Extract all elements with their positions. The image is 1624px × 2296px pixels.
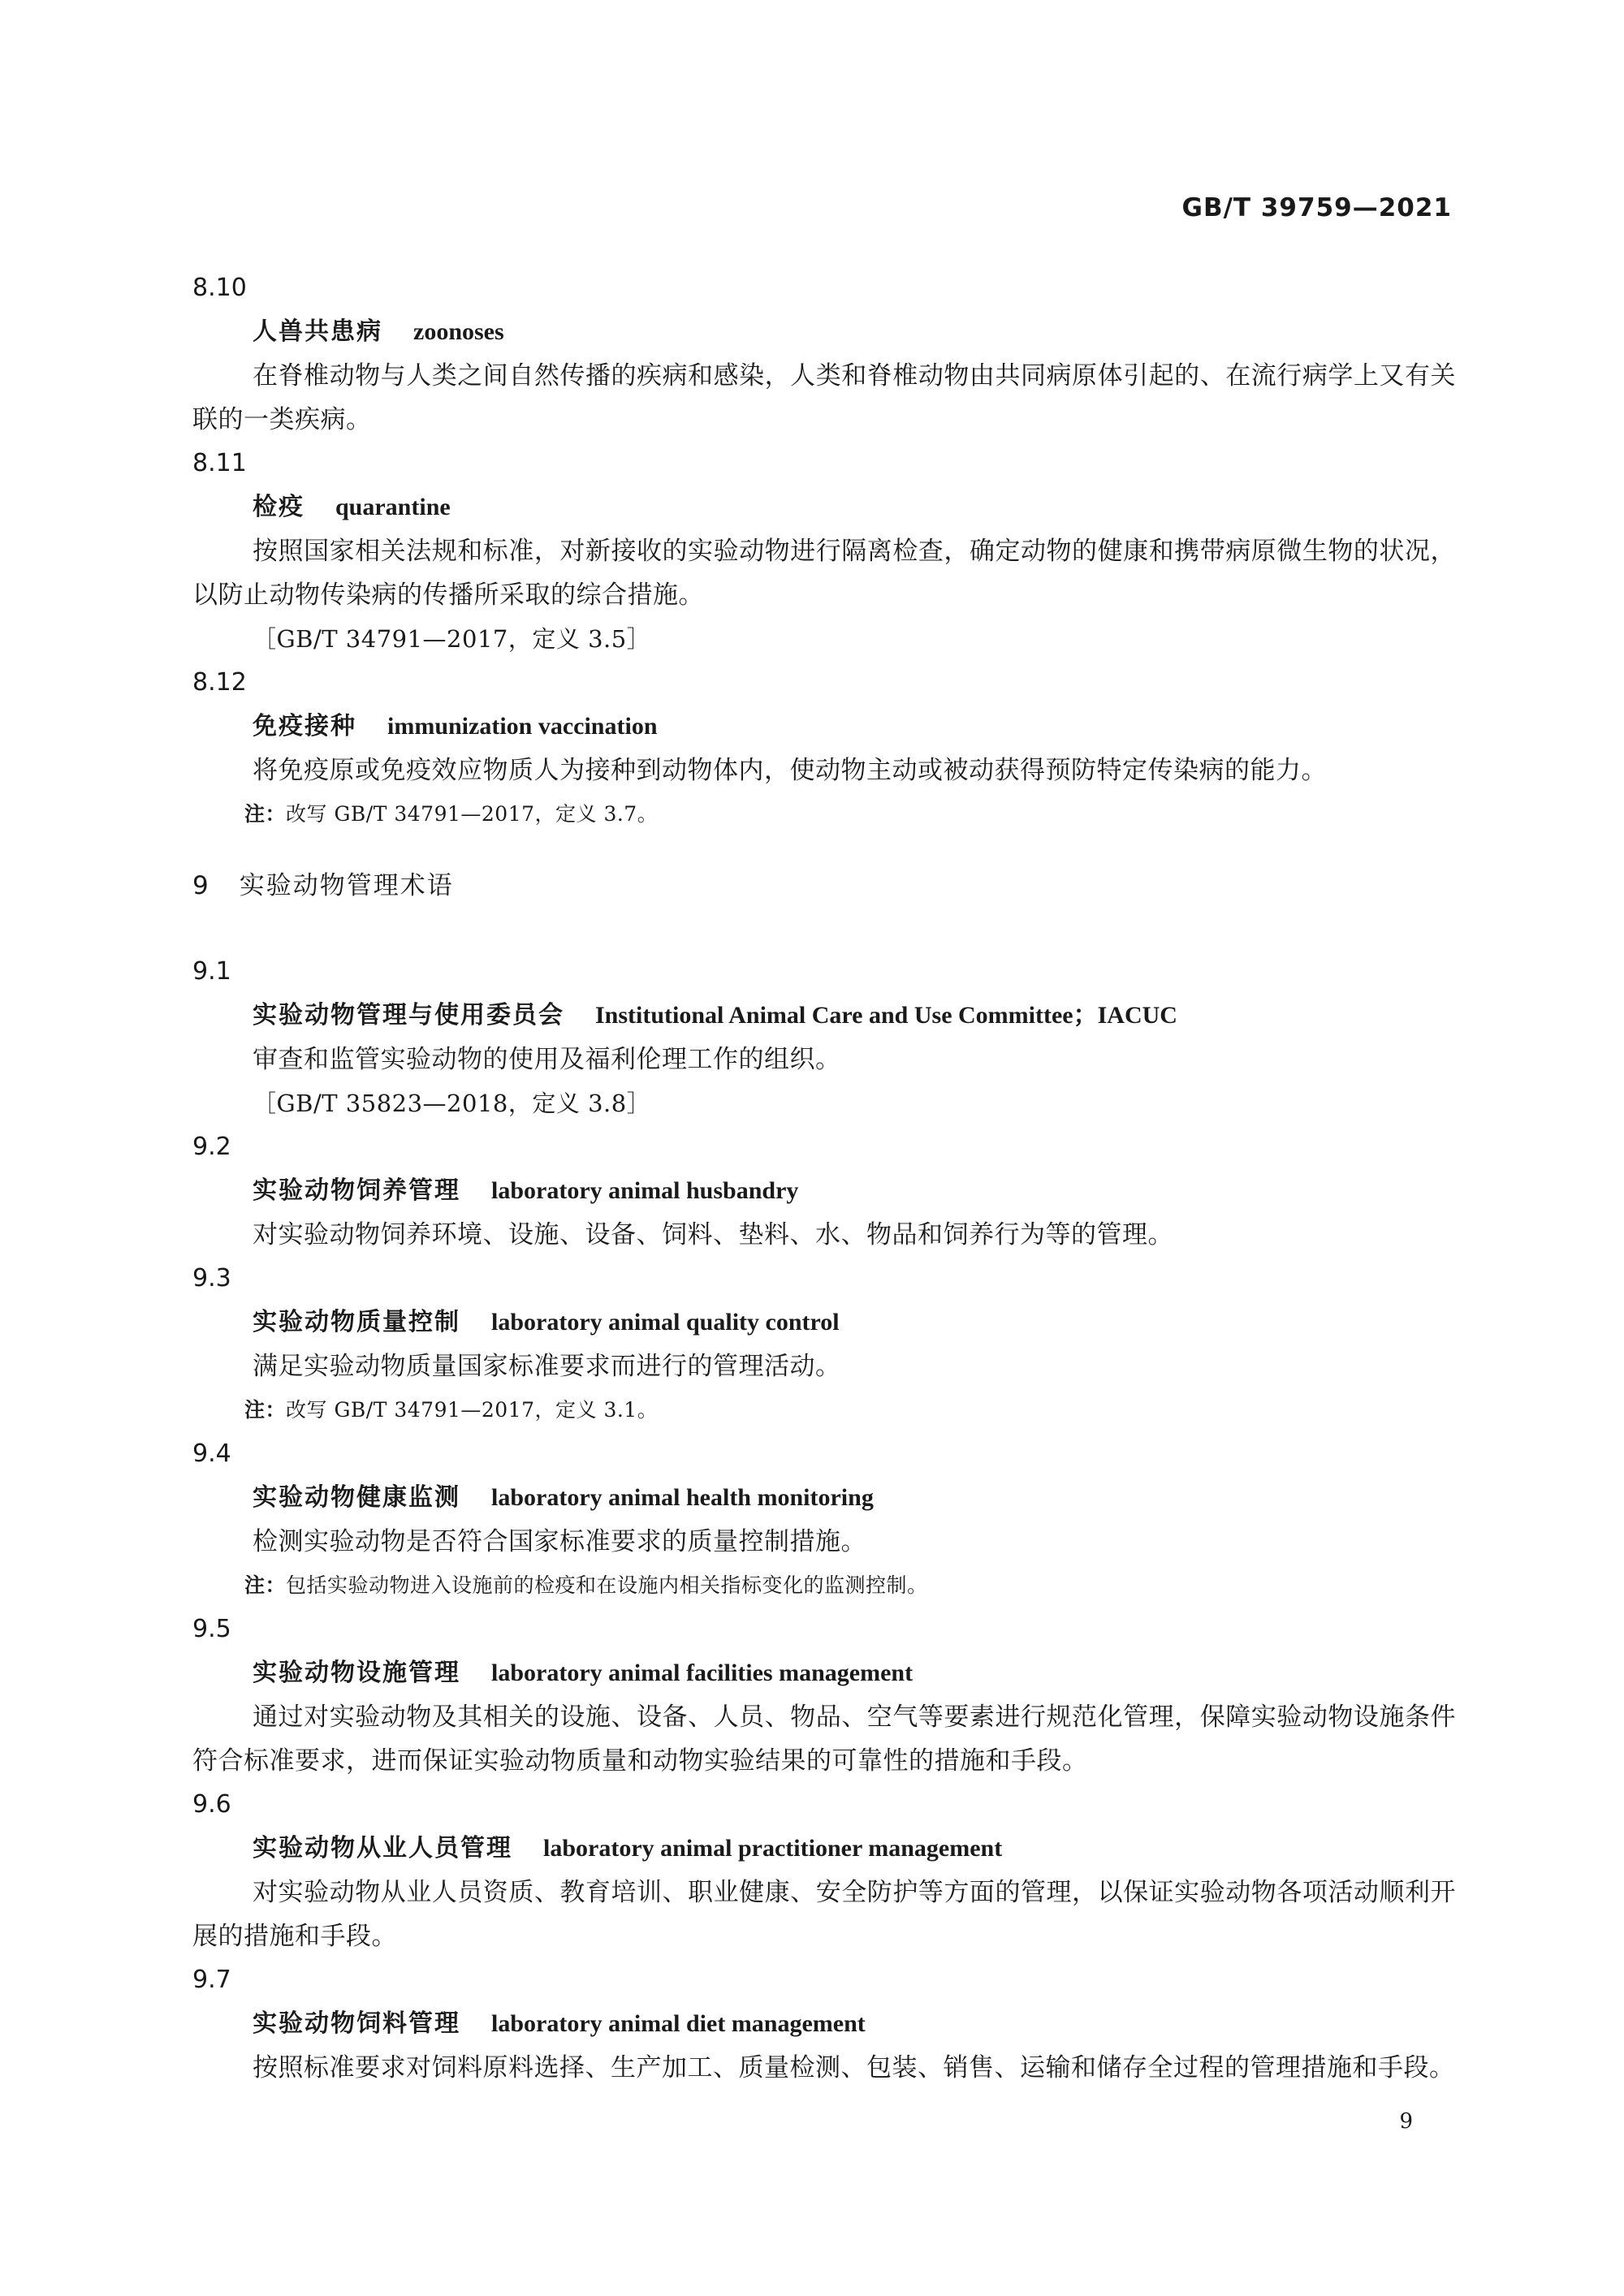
term-heading bbox=[192, 310, 1456, 354]
term-heading bbox=[192, 1651, 1456, 1695]
term-english: zoonoses bbox=[413, 318, 504, 345]
term-chinese: 实验动物从业人员管理 bbox=[253, 1834, 512, 1862]
term-entry bbox=[192, 1783, 1456, 1958]
term-entry bbox=[192, 1608, 1456, 1783]
term-definition: 在脊椎动物与人类之间自然传播的疾病和感染，人类和脊椎动物由共同病原体引起的、在流行病学上又有关联的一类疾病。 bbox=[192, 361, 1456, 434]
term-english: laboratory animal husbandry bbox=[491, 1177, 799, 1204]
term-number: 9.7 bbox=[192, 1966, 231, 1994]
term-heading bbox=[192, 2002, 1456, 2046]
note-label: 注： bbox=[244, 802, 287, 826]
term-entry bbox=[192, 442, 1456, 661]
section-title: 实验动物管理术语 bbox=[239, 871, 454, 900]
term-chinese: 实验动物设施管理 bbox=[253, 1659, 460, 1687]
term-english: laboratory animal facilities management bbox=[491, 1659, 914, 1686]
term-definition: 按照国家相关法规和标准，对新接收的实验动物进行隔离检查，确定动物的健康和携带病原微生物的状况，以防止动物传染病的传播所采取的综合措施。 bbox=[192, 537, 1456, 610]
term-heading bbox=[192, 1476, 1456, 1520]
term-definition: 将免疫原或免疫效应物质人为接种到动物体内，使动物主动或被动获得预防特定传染病的能力。 bbox=[253, 756, 1327, 785]
term-chinese: 实验动物管理与使用委员会 bbox=[253, 1001, 564, 1029]
term-chinese: 实验动物饲养管理 bbox=[253, 1176, 460, 1205]
term-source: ［GB/T 34791—2017，定义 3.5］ bbox=[253, 625, 651, 653]
term-definition: 按照标准要求对饲料原料选择、生产加工、质量检测、包装、销售、运输和储存全过程的管理措施和手段。 bbox=[253, 2053, 1455, 2082]
term-source: ［GB/T 35823—2018，定义 3.8］ bbox=[253, 1090, 651, 1117]
term-entry bbox=[192, 661, 1456, 836]
term-definition: 审查和监管实验动物的使用及福利伦理工作的组织。 bbox=[253, 1045, 841, 1074]
note-text: 改写 GB/T 34791—2017，定义 3.7。 bbox=[286, 802, 659, 826]
term-english: Institutional Animal Care and Use Committee；IACUC bbox=[595, 1002, 1177, 1029]
term-english: quarantine bbox=[335, 494, 451, 520]
term-english: laboratory animal diet management bbox=[491, 2010, 866, 2037]
term-chinese: 实验动物饲料管理 bbox=[253, 2009, 460, 2038]
section-8-entries bbox=[192, 266, 1456, 836]
term-note bbox=[192, 1564, 1456, 1608]
term-chinese: 检疫 bbox=[253, 493, 304, 521]
term-english: laboratory animal practitioner management bbox=[543, 1835, 1003, 1862]
term-entry bbox=[192, 950, 1456, 1125]
term-entry bbox=[192, 1125, 1456, 1257]
term-heading bbox=[192, 1827, 1456, 1871]
term-number: 9.2 bbox=[192, 1133, 231, 1161]
term-heading bbox=[192, 1301, 1456, 1344]
term-entry bbox=[192, 1257, 1456, 1432]
note-label: 注： bbox=[244, 1573, 287, 1597]
term-entry bbox=[192, 1432, 1456, 1608]
note-text: 改写 GB/T 34791—2017，定义 3.1。 bbox=[286, 1398, 659, 1422]
term-english: immunization vaccination bbox=[387, 713, 658, 740]
term-entry bbox=[192, 266, 1456, 442]
term-chinese: 免疫接种 bbox=[253, 712, 356, 740]
term-english: laboratory animal health monitoring bbox=[491, 1484, 874, 1511]
note-text: 包括实验动物进入设施前的检疫和在设施内相关指标变化的监测控制。 bbox=[286, 1573, 928, 1597]
term-number: 9.1 bbox=[192, 957, 231, 986]
term-entry bbox=[192, 1958, 1456, 2090]
standard-code: GB/T 39759—2021 bbox=[1181, 193, 1452, 222]
note-label: 注： bbox=[244, 1398, 287, 1422]
term-definition: 对实验动物饲养环境、设施、设备、饲料、垫料、水、物品和饲养行为等的管理。 bbox=[253, 1220, 1173, 1249]
content-area bbox=[192, 266, 1456, 2090]
section-9-heading bbox=[192, 864, 1456, 908]
term-number: 9.3 bbox=[192, 1264, 231, 1293]
term-english: laboratory animal quality control bbox=[491, 1309, 840, 1336]
term-heading bbox=[192, 486, 1456, 529]
term-chinese: 人兽共患病 bbox=[253, 317, 382, 346]
term-heading bbox=[192, 1169, 1456, 1213]
term-definition: 通过对实验动物及其相关的设施、设备、人员、物品、空气等要素进行规范化管理，保障实验动物设施条件符合标准要求，进而保证实验动物质量和动物实验结果的可靠性的措施和手段。 bbox=[192, 1703, 1456, 1776]
term-definition: 检测实验动物是否符合国家标准要求的质量控制措施。 bbox=[253, 1527, 866, 1556]
term-number: 9.4 bbox=[192, 1439, 231, 1468]
term-note bbox=[192, 1388, 1456, 1432]
term-number: 8.11 bbox=[192, 449, 247, 477]
section-number: 9 bbox=[192, 871, 210, 900]
term-definition: 满足实验动物质量国家标准要求而进行的管理活动。 bbox=[253, 1352, 841, 1381]
term-chinese: 实验动物健康监测 bbox=[253, 1483, 460, 1512]
term-heading bbox=[192, 705, 1456, 749]
term-number: 8.12 bbox=[192, 668, 247, 697]
term-definition: 对实验动物从业人员资质、教育培训、职业健康、安全防护等方面的管理，以保证实验动物各项活动顺利开展的措施和手段。 bbox=[192, 1878, 1456, 1951]
term-number: 9.6 bbox=[192, 1790, 231, 1819]
term-chinese: 实验动物质量控制 bbox=[253, 1308, 460, 1336]
term-number: 9.5 bbox=[192, 1615, 231, 1643]
section-9-entries bbox=[192, 950, 1456, 2090]
page-number: 9 bbox=[1399, 2109, 1413, 2134]
term-note bbox=[192, 792, 1456, 836]
term-heading bbox=[192, 994, 1456, 1038]
term-number: 8.10 bbox=[192, 274, 247, 302]
